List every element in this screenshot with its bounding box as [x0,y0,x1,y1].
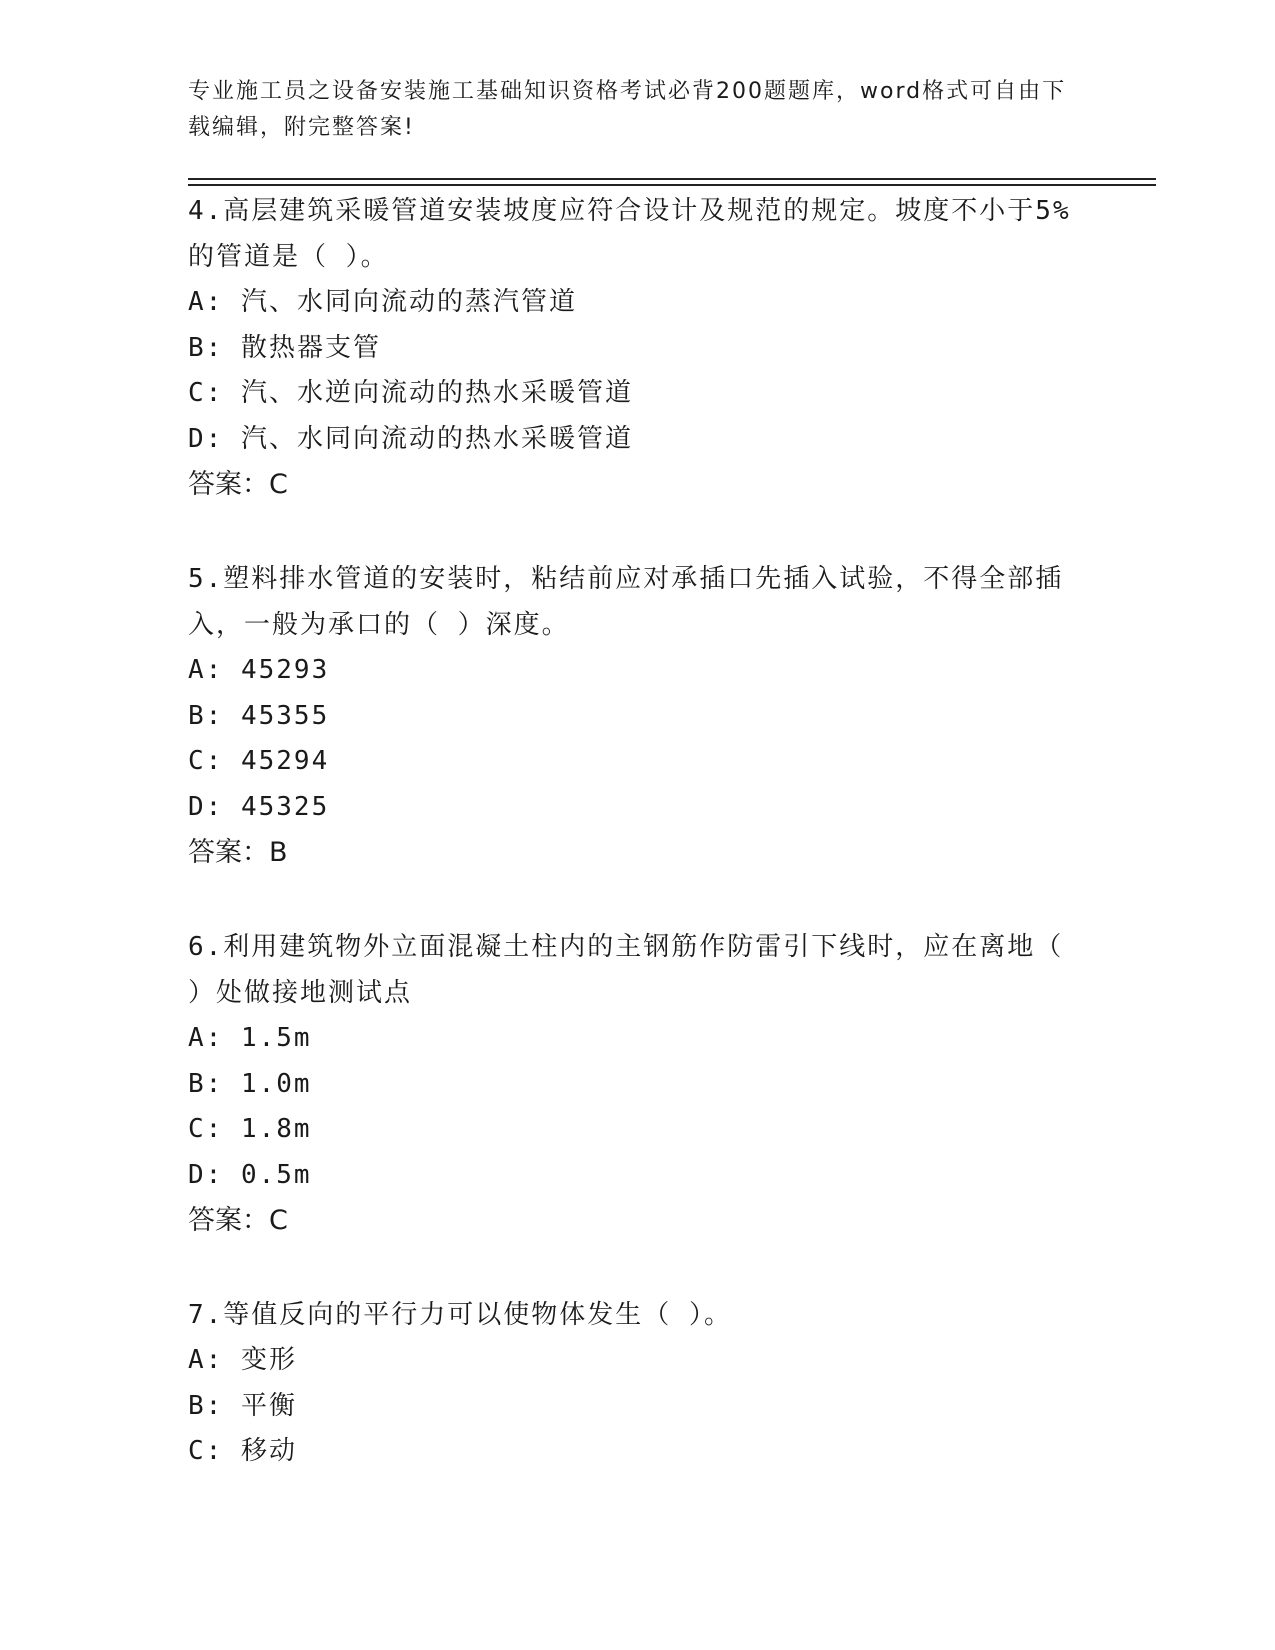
question-4 [188,188,1088,508]
option-d: D: 汽、水同向流动的热水采暖管道 [188,423,633,454]
option-b: B: 45355 [188,700,330,731]
option-a: A: 1.5m [188,1023,312,1053]
option-c: C: 1.8m [188,1114,312,1144]
option-c: C: 移动 [188,1436,297,1466]
option-c: C: 汽、水逆向流动的热水采暖管道 [188,378,633,408]
option-b: B: 散热器支管 [188,332,381,363]
option-c: C: 45294 [188,746,330,776]
answer-line: 答案：C [188,469,288,500]
question-stem: 7.等值反向的平行力可以使物体发生（ ）。 [188,1300,732,1330]
question-stem: 5.塑料排水管道的安装时，粘结前应对承插口先插入试验，不得全部插入，一般为承口的（ ）深度。 [188,564,1064,640]
option-a: A: 变形 [188,1345,297,1375]
question-5 [188,556,1088,876]
answer-line: 答案：C [188,1205,288,1236]
header-divider-bottom [188,184,1156,186]
header-divider-top [188,178,1156,180]
option-b: B: 1.0m [188,1068,312,1099]
option-b: B: 平衡 [188,1390,297,1421]
document-header: 专业施工员之设备安装施工基础知识资格考试必背200题题库，word格式可自由下载编辑，附完整答案! [188,79,1067,140]
question-stem: 4.高层建筑采暖管道安装坡度应符合设计及规范的规定。坡度不小于5%的管道是（ ）。 [188,196,1071,272]
answer-line: 答案：B [188,837,288,868]
option-d: D: 45325 [188,791,330,822]
question-6 [188,924,1088,1244]
question-7 [188,1292,1088,1475]
option-d: D: 0.5m [188,1159,312,1190]
question-stem: 6.利用建筑物外立面混凝土柱内的主钢筋作防雷引下线时，应在离地（ ）处做接地测试点 [188,932,1064,1008]
question-list [188,188,1088,1523]
option-a: A: 45293 [188,655,330,685]
option-a: A: 汽、水同向流动的蒸汽管道 [188,287,577,317]
